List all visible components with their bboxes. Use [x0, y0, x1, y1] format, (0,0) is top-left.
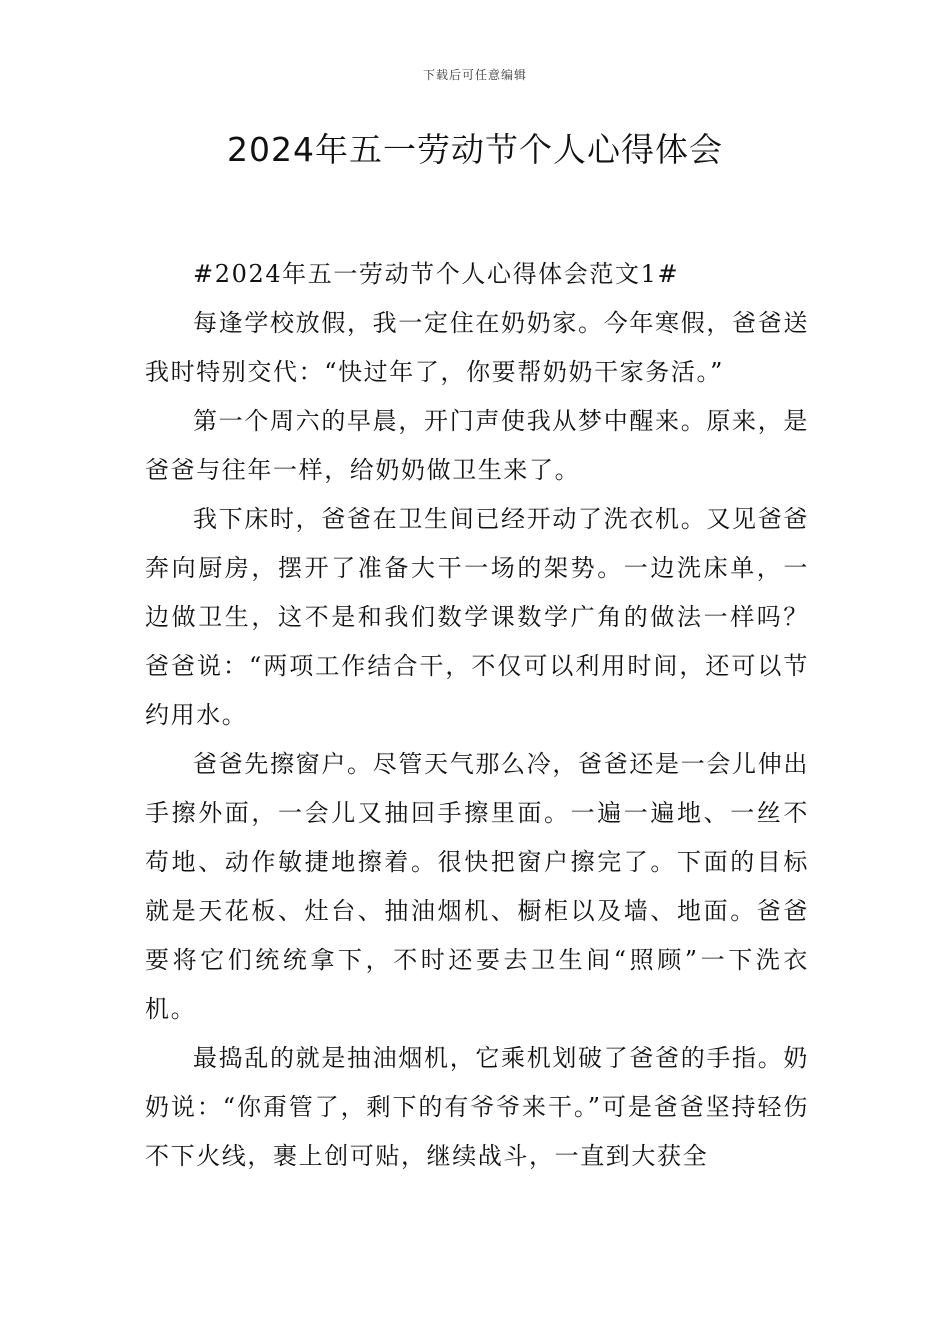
document-title: 2024年五一劳动节个人心得体会: [227, 130, 723, 169]
paragraph: 我下床时，爸爸在卫生间已经开动了洗衣机。又见爸爸奔向厨房，摆开了准备大干一场的架势。一边洗床单，一边做卫生，这不是和我们数学课数学广角的做法一样吗？爸爸说：“两项工作结合干，不仅可以利用时间，还可以节约用水。: [145, 505, 809, 729]
paragraph: 爸爸先擦窗户。尽管天气那么冷，爸爸还是一会儿伸出手擦外面，一会儿又抽回手擦里面。一遍一遍地、一丝不苟地、动作敏捷地擦着。很快把窗户擦完了。下面的目标就是天花板、灶台、抽油烟机、橱柜以及墙、地面。爸爸要将它们统统拿下，不时还要去卫生间“照顾”一下洗衣机。: [145, 750, 809, 1023]
paragraph: 第一个周六的早晨，开门声使我从梦中醒来。原来，是爸爸与往年一样，给奶奶做卫生来了。: [145, 407, 809, 484]
document-body: [145, 250, 809, 1181]
header-note: 下载后可任意编辑: [422, 68, 527, 82]
paragraph: 最捣乱的就是抽油烟机，它乘机划破了爸爸的手指。奶奶说：“你甭管了，剩下的有爷爷来干。”可是爸爸坚持轻伤不下火线，裹上创可贴，继续战斗，一直到大获全: [145, 1044, 809, 1170]
paragraph: 每逢学校放假，我一定住在奶奶家。今年寒假，爸爸送我时特别交代：“快过年了，你要帮奶奶干家务活。”: [145, 309, 809, 386]
section-heading: #2024年五一劳动节个人心得体会范文1#: [193, 260, 680, 288]
